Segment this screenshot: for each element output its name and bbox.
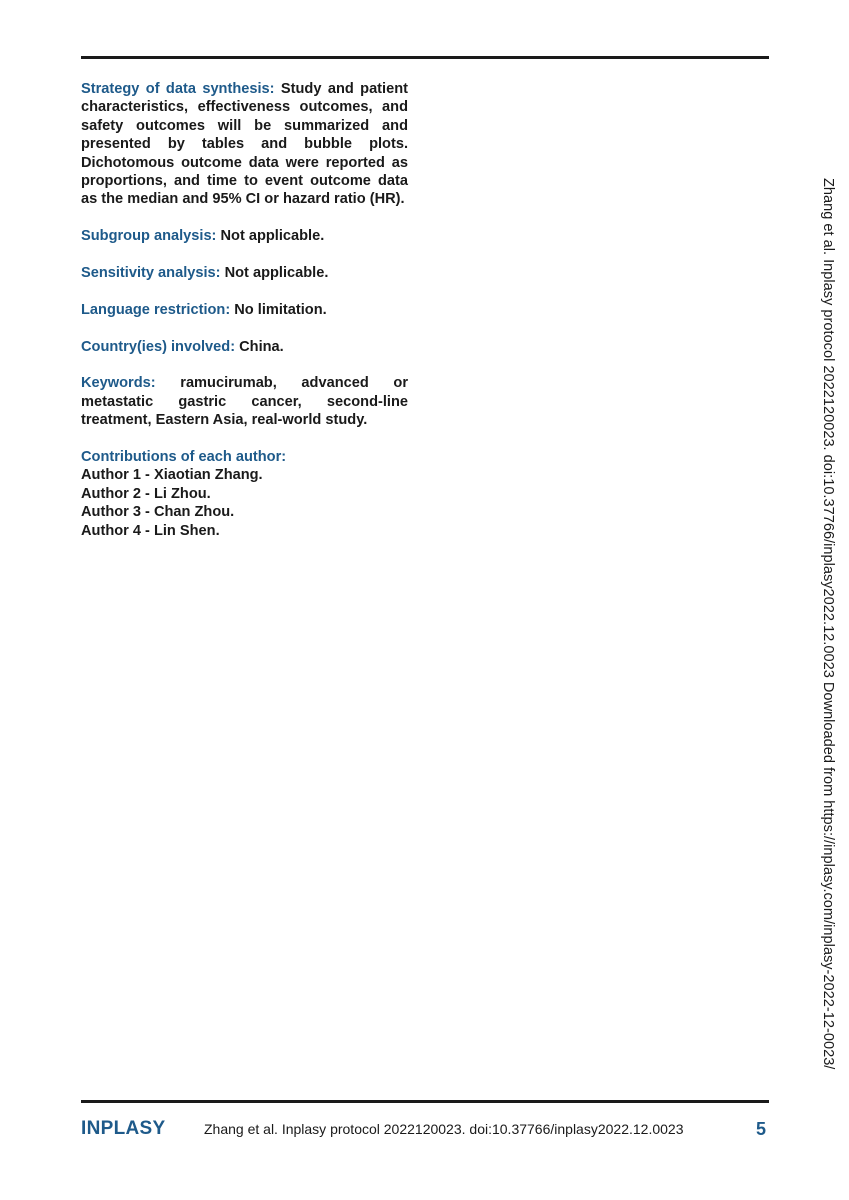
contributions-section: [81, 448, 408, 540]
country-section: [81, 338, 408, 356]
footer-brand-logo: INPLASY: [81, 1118, 166, 1139]
author-line-2: Author 2 - Li Zhou.: [81, 485, 211, 502]
keywords-label: Keywords:: [81, 375, 156, 392]
contributions-label: Contributions of each author:: [81, 449, 287, 466]
strategy-label: Strategy of data synthesis:: [81, 81, 275, 97]
keywords-section: [81, 374, 408, 429]
subgroup-text: Not applicable.: [220, 228, 325, 245]
author-line-4: Author 4 - Lin Shen.: [81, 522, 220, 539]
header-rule: [81, 56, 769, 59]
main-content: [81, 80, 408, 558]
page-number: 5: [756, 1119, 767, 1139]
sensitivity-text: Not applicable.: [224, 265, 329, 282]
subgroup-section: [81, 227, 408, 245]
strategy-section: [81, 80, 408, 209]
language-label: Language restriction:: [81, 301, 231, 318]
sensitivity-section: [81, 264, 408, 282]
keywords-text: ramucirumab, advanced or metastatic gastric cancer, second-line treatment, Eastern Asia, real-world study.: [81, 375, 408, 429]
country-label: Country(ies) involved:: [81, 338, 236, 355]
strategy-text: Study and patient characteristics, effectiveness outcomes, and safety outcomes will be summarized and presented by tables and bubble plots. Dichotomous outcome data were reported as proportions, and time to event outcome data as the median and 95% CI or hazard ratio (HR).: [81, 81, 408, 208]
sensitivity-label: Sensitivity analysis:: [81, 265, 221, 282]
footer-citation: Zhang et al. Inplasy protocol 2022120023. doi:10.37766/inplasy2022.12.0023: [204, 1121, 684, 1137]
subgroup-label: Subgroup analysis:: [81, 228, 217, 245]
author-line-1: Author 1 - Xiaotian Zhang.: [81, 467, 263, 484]
language-text: No limitation.: [234, 301, 327, 318]
author-line-3: Author 3 - Chan Zhou.: [81, 504, 235, 521]
footer-rule: [81, 1100, 769, 1103]
vertical-download-note: Zhang et al. Inplasy protocol 2022120023. doi:10.37766/inplasy2022.12.0023 Downloaded from https://inplasy.com/inplasy-2022-12-0023/: [820, 178, 836, 1070]
language-section: [81, 301, 408, 319]
country-text: China.: [239, 338, 284, 355]
